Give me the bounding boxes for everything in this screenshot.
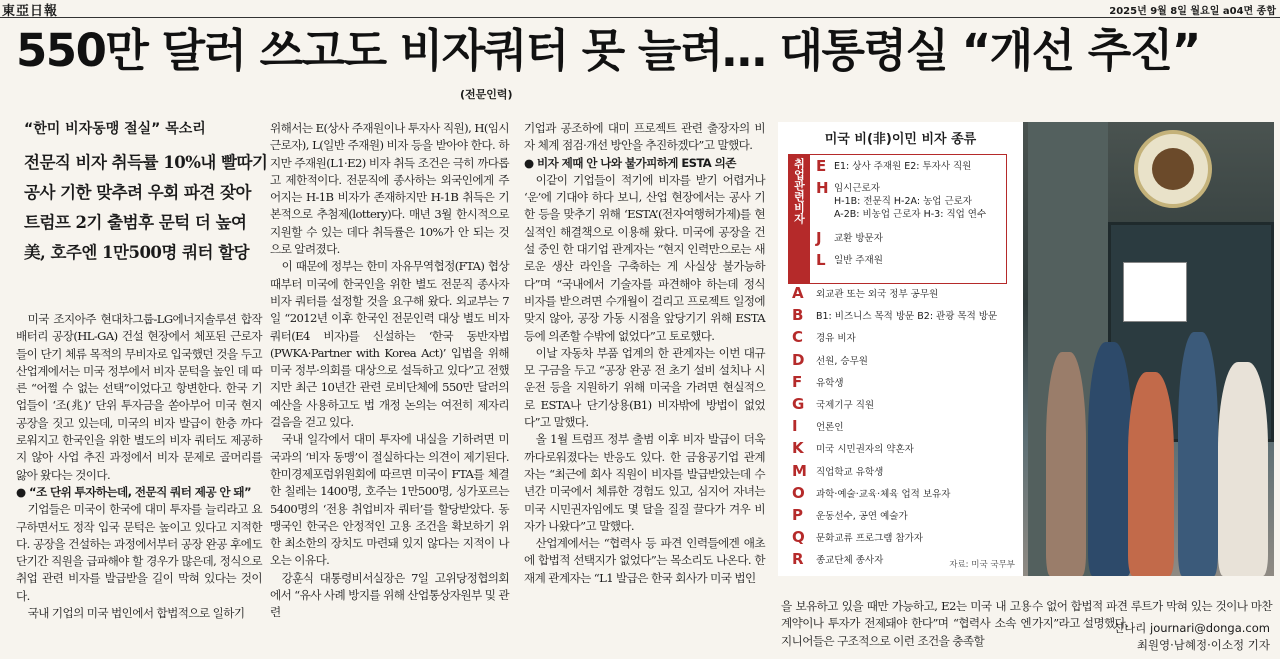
article-paragraph: 위해서는 E(상사 주재원이나 투자사 직원), H(임시 근로자), L(일반 주재원) 비자 등을 받아야 한다. 하지만 주재원(L1·E2) 비자 취득 조건은 극히 까다롭고 제한적이다. 전문직에 종사하는 외국인에게 주어지는 H-1B 비자가 존재하지만 H-1B 취득은 기본적으로 추첨제(lottery)다. 매년 3월 한시적으로 지원할 수 있는 데다 취득률은 10%가 안 되는 것으로 알려졌다. (270, 121, 509, 257)
article-column-1 (16, 311, 262, 622)
subheads (24, 118, 268, 268)
article-paragraph: 강훈식 대통령비서실장은 7일 고위당정협의회에서 “유사 사례 방지를 위해 산업통상자원부 및 관련 (270, 570, 509, 620)
visa-letter: L (816, 251, 826, 269)
subhead-line: 트럼프 2기 출범후 문턱 더 높여 (24, 213, 247, 232)
article-paragraph: 이날 자동차 부품 업계의 한 관계자는 이번 대규모 구금을 두고 “공장 완공 전 초기 설비 설치나 시운전 등을 지원하기 위해 미국을 가려면 현실적으로 ESTA나 단기상용(B1) 비자밖에 방법이 없었다”고 말했다. (524, 345, 765, 430)
masthead (0, 0, 1280, 18)
article-subheading: ● “조 단위 투자하는데, 전문직 쿼터 제공 안 돼” (16, 484, 252, 499)
subhead-line: 전문직 비자 취득률 10%내 빨따기 (24, 153, 268, 172)
visa-desc: 문화교류 프로그램 참가자 (816, 533, 923, 545)
us-embassy-seal-icon (1134, 130, 1212, 208)
visa-letter: R (792, 550, 804, 569)
visa-row (792, 306, 997, 324)
visa-row (792, 439, 914, 457)
visa-row (792, 373, 844, 391)
employment-visa-label (788, 154, 810, 284)
visa-row (792, 328, 856, 346)
visa-row (792, 528, 923, 546)
visa-letter: D (792, 350, 805, 369)
visa-desc: 유학생 (816, 377, 844, 389)
article-column-2 (270, 120, 509, 622)
visa-desc: 언론인 (816, 422, 844, 434)
visa-row (792, 550, 883, 568)
visa-row (792, 284, 938, 302)
visa-desc: B1: 비즈니스 목적 방문 B2: 관광 목적 방문 (816, 311, 998, 323)
byline (1113, 620, 1270, 654)
visa-row-e (816, 158, 971, 174)
visa-letter: O (792, 483, 805, 502)
visa-letter: G (792, 395, 805, 413)
article-paragraph: 기업과 공조하에 대미 프로젝트 관련 출장자의 비자 체계 점검·개선 방안을 추진하겠다”고 말했다. (524, 121, 765, 153)
panel-source: 자료: 미국 국무부 (949, 560, 1015, 570)
subhead-line: 美, 호주엔 1만500명 쿼터 할당 (24, 243, 250, 262)
visa-row-h (816, 180, 986, 221)
visa-types-panel (778, 122, 1023, 576)
visa-desc: 국제기구 직원 (816, 400, 875, 411)
visa-letter: F (792, 372, 803, 391)
visa-letter: M (792, 461, 807, 480)
visa-letter: A (792, 284, 804, 302)
visa-letter: E (816, 157, 827, 175)
article-column-3 (524, 120, 765, 587)
visa-desc: 교환 방문자 (834, 233, 883, 244)
subhead-kicker: “한미 비자동맹 절실” 목소리 (24, 121, 206, 137)
visa-desc: 선원, 승무원 (816, 355, 868, 367)
visa-desc: 경유 비자 (816, 333, 856, 345)
article-paragraph: 이 때문에 정부는 한미 자유무역협정(FTA) 협상 때부터 미국에 한국인을 위한 별도 전문직 종사자 비자 쿼터를 설정할 것을 요구해 왔다. 외교부는 7일 “2012년 이후 한국인 전문인력 대상 별도 비자 쿼터(E4 비자)를 신설하는 ‘한국 동반자법(PWKA·Partner with Korea Act)’ 입법을 위해 미국 정부·의회를 대상으로 설득하고 있다”고 전했지만 최근 10년간 관련 로비단체에 550만 달러의 예산을 사용하고도 법 개정 논의는 여전히 제자리걸음을 걷고 있다. (270, 259, 509, 430)
page-headline: 550만 달러 쓰고도 비자쿼터 못 늘려… 대통령실 “개선 추진” (16, 24, 1200, 77)
visa-letter: K (792, 439, 804, 458)
visa-row-l (816, 252, 883, 268)
article-column-4a (781, 598, 1031, 650)
visa-desc: 종교단체 종사자 (816, 555, 884, 567)
visa-applicants-crowd (1028, 292, 1274, 576)
visa-desc: 과학·예술·교육·체육 업적 보유자 (816, 488, 951, 500)
visa-letter: B (792, 306, 804, 325)
newspaper-logo: 東亞日報 (2, 4, 59, 19)
byline-reporters: 최원영·남혜정·이소정 기자 (1136, 638, 1270, 652)
article-paragraph: 국내 기업의 미국 법인에서 합법적으로 일하기 (27, 606, 245, 621)
article-paragraph: 수 없어 합법적 파견 루트가 막혀 있는 것이나 마찬가지”라고 설명했다. (1032, 599, 1272, 631)
issue-date: 2025년 9월 8일 월요일 a04면 종합 (1109, 6, 1276, 17)
visa-desc: 미국 시민권자의 약혼자 (816, 444, 914, 456)
byline-email: 신나리 journari@donga.com (1113, 621, 1270, 635)
visa-row (792, 506, 908, 524)
visa-row (792, 395, 874, 413)
article-paragraph: 을 보유하고 있을 때만 가능하고, E2는 미국 내 고용 계약이나 투자가 전제돼야 한다”며 “협력사 소속 엔지니어들은 구조적으로 이런 조건을 충족할 (781, 599, 1031, 648)
visa-letter: C (792, 328, 804, 347)
article-paragraph: 이같이 기업들이 적기에 비자를 받기 어렵거나 ‘운’에 기대야 하다 보니, 산업 현장에서는 공사 기한 등을 맞추기 위해 ‘ESTA’(전자여행허가제)를 현실적인 해결책으로 이용해 왔다. 미국에 공장을 건설 중인 한 대기업 관계자는 “현지 인력만으로는 새로운 생산 라인을 구축하는 게 사실상 불가능하다”며 “국내에서 기술자를 파견해야 하는데 정식 비자를 받으려면 수개월이 걸리고 프로젝트 일정에 맞지 않아, 공장 가동 시점을 앞당기기 위해 ESTA 등에 의존할 수밖에 없었다”고 토로했다. (524, 172, 765, 343)
article-paragraph: 올 1월 트럼프 정부 출범 이후 비자 발급이 더욱 까다로워졌다는 반응도 있다. 한 금융공기업 관계자는 “최근에 회사 직원이 비자를 발급받았는데 수년간 미국에서 체류한 경험도 있고, 심지어 자녀는 미국 시민권자임에도 몇 달을 질질 끌다가 겨우 비자가 나왔다”고 말했다. (524, 432, 765, 533)
visa-row (792, 417, 844, 435)
visa-row (792, 462, 883, 480)
embassy-photo-with-visa-panel (778, 122, 1274, 576)
visa-desc: E1: 상사 주재원 E2: 투자사 직원 (834, 161, 972, 172)
visa-desc: 임시근로자 H-1B: 전문직 H-2A: 농업 근로자 A-2B: 비농업 근로자 H-3: 직업 연수 (834, 183, 987, 220)
section-tag: (전문인력) (460, 88, 513, 101)
employment-visa-label-text: 취업관련비자 (792, 158, 806, 224)
subhead-line: 공사 기한 맞추려 우회 파견 잦아 (24, 183, 251, 202)
article-subheading: ● 비자 제때 안 나와 불가피하게 ESTA 의존 (524, 155, 736, 170)
visa-row-j (816, 230, 883, 246)
visa-desc: 일반 주재원 (834, 255, 883, 266)
article-paragraph: 미국 조지아주 현대차그룹-LG에너지솔루션 합작 배터리 공장(HL-GA) 건설 현장에서 체포된 근로자들이 단기 체류 목적의 무비자로 입국했던 것을 두고 산업계에서는 미국 정부에서 비자 문턱을 높인 데 따른 “어쩔 수 없는 선택”이었다고 항변한다. 한국 기업들이 ‘조(兆)’ 단위 투자금을 쏟아부어 미국 현지 공장을 짓고 있는데, 미국의 비자 발급이 한층 까다로워지고 한국인을 위한 별도의 비자 쿼터도 제공하지 않아 사업 추진 과정에서 비자 문제로 골머리를 앓아 왔다는 것이다. (16, 312, 262, 482)
visa-desc: 외교관 또는 외국 정부 공무원 (816, 289, 939, 300)
visa-letter: I (792, 417, 798, 436)
visa-row (792, 351, 868, 369)
visa-row (792, 484, 950, 502)
visa-letter: P (792, 506, 803, 524)
article-paragraph: 산업계에서는 “협력사 등 파견 인력들에겐 애초에 합법적 선택지가 없었다”는 목소리도 나온다. 한 재계 관계자는 “L1 발급은 한국 회사가 미국 법인 (524, 536, 765, 585)
visa-letter: J (816, 229, 822, 247)
visa-letter: H (816, 179, 829, 197)
article-paragraph: 국내 일각에서 대미 투자에 내실을 기하려면 미국과의 ‘비자 동맹’이 절실하다는 의견이 제기된다. 한미경제포럼위원회에 따르면 미국이 FTA를 체결한 칠레는 1400명, 호주는 1만500명, 싱가포르는 5400명의 ‘전용 취업비자 쿼터’를 할당받았다. 동맹국인 한국은 안정적인 고용 조건을 확보하기 위한 최소한의 장치도 마련돼 있지 않다는 지적이 나오는 이유다. (270, 432, 509, 568)
article-paragraph: 기업들은 미국이 한국에 대미 투자를 늘리라고 요구하면서도 정작 입국 문턱은 높이고 있다고 지적한다. 공장을 건설하는 과정에서부터 공장 완공 후에도 단기간 직원을 급파해야 할 경우가 많은데, 정식으로 취업 관련 비자를 발급받을 길이 막혀 있다는 것이다. (16, 502, 262, 603)
visa-letter: Q (792, 528, 805, 547)
visa-desc: 운동선수, 공연 예술가 (816, 511, 908, 522)
panel-title: 미국 비(非)이민 비자 종류 (824, 132, 977, 147)
visa-desc: 직업학교 유학생 (816, 466, 884, 478)
